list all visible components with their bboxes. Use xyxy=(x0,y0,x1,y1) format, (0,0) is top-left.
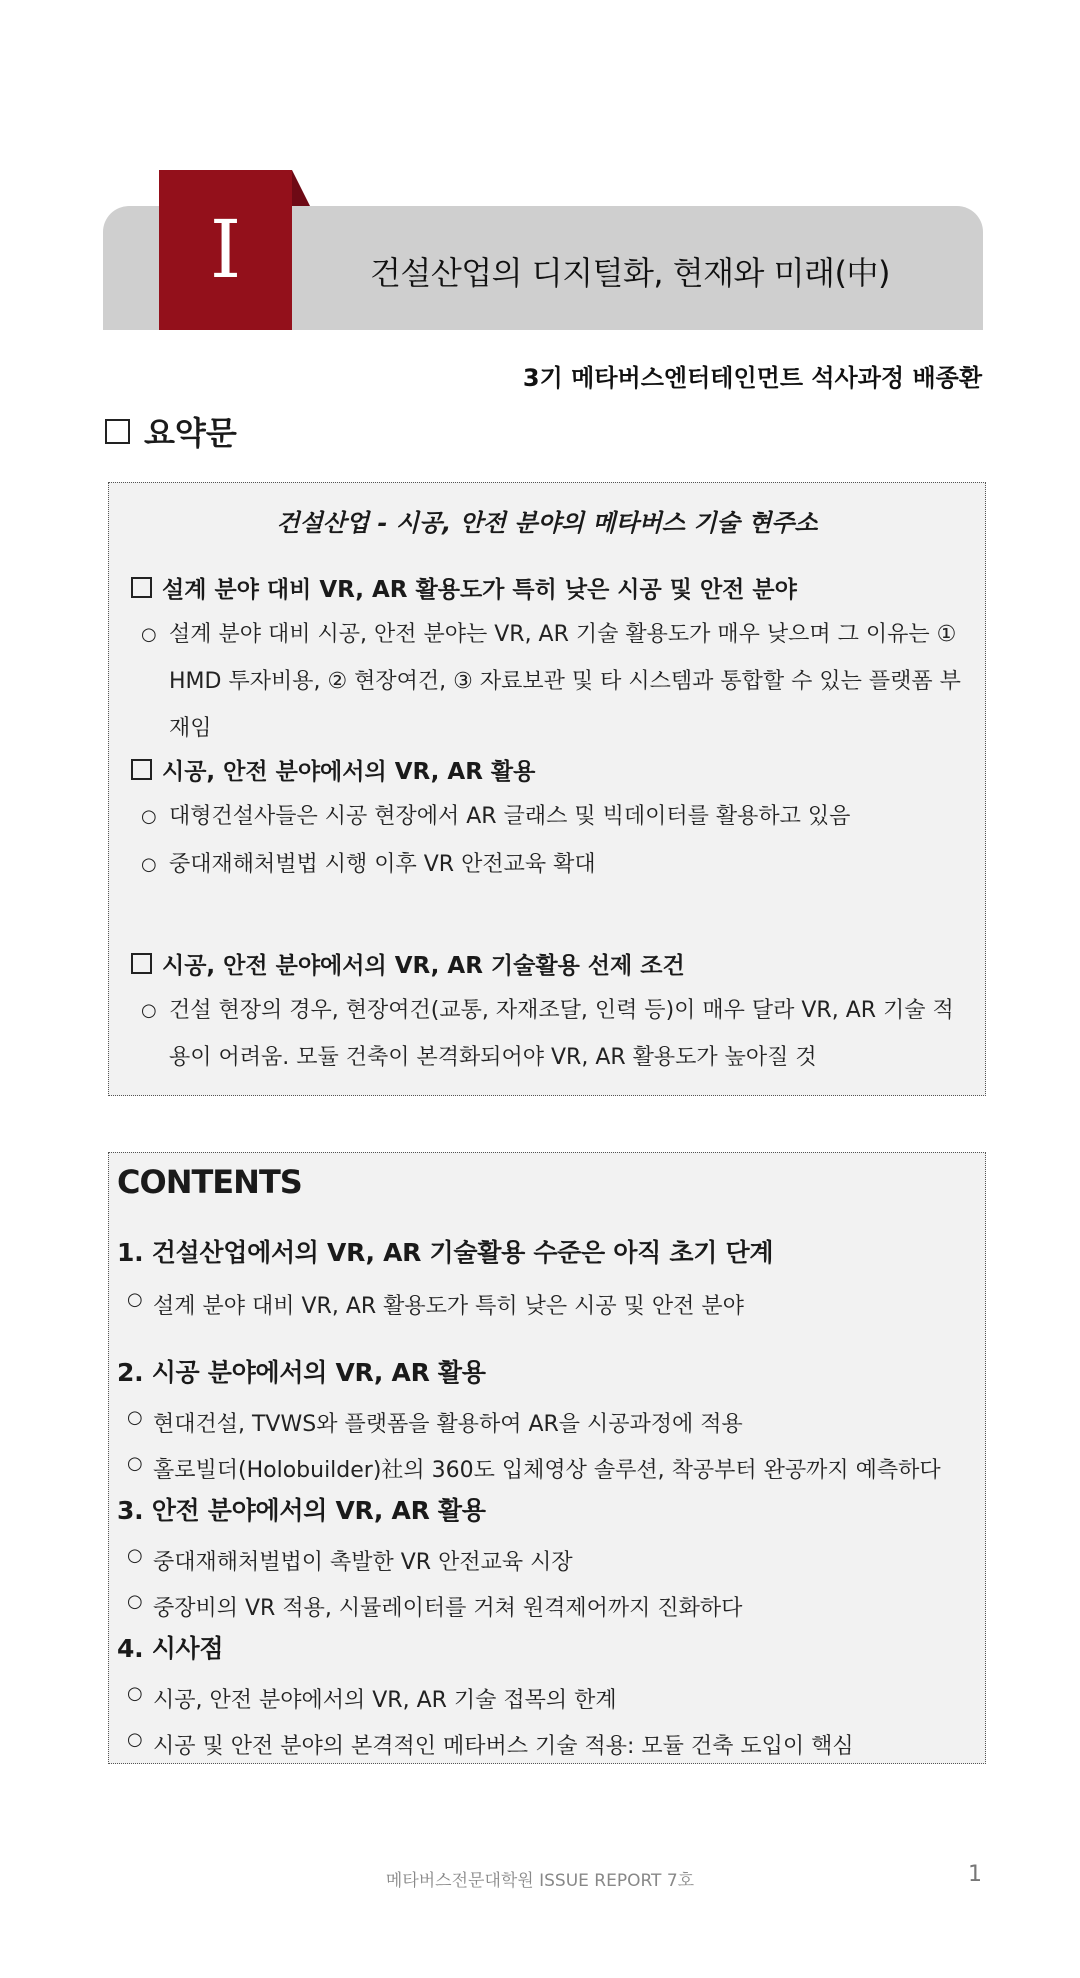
summary-section-heading: 설계 분야 대비 VR, AR 활용도가 특히 낮은 시공 및 안전 분야 xyxy=(131,571,797,604)
square-bullet-icon xyxy=(131,953,152,974)
contents-item: ○ 홀로빌더(Holobuilder)社의 360도 입체영상 솔루션, 착공부터 완공까지 예측하다 xyxy=(127,1453,941,1483)
circle-bullet-icon: ○ xyxy=(141,854,157,875)
contents-item: ○ 시공, 안전 분야에서의 VR, AR 기술 접목의 한계 xyxy=(127,1683,617,1713)
summary-panel-title: 건설산업 - 시공, 안전 분야의 메타버스 기술 현주소 xyxy=(276,509,818,537)
summary-section-heading: 시공, 안전 분야에서의 VR, AR 기술활용 선제 조건 xyxy=(131,947,685,980)
square-bullet-icon xyxy=(131,577,152,598)
circle-bullet-icon: ○ xyxy=(127,1545,143,1566)
summary-bullet: ○ 대형건설사들은 시공 현장에서 AR 글래스 및 빅데이터를 활용하고 있음 xyxy=(141,793,975,840)
summary-section-heading: 시공, 안전 분야에서의 VR, AR 활용 xyxy=(131,753,535,786)
author-line: 3기 메타버스엔터테인먼트 석사과정 배종환 xyxy=(522,364,982,392)
contents-section-heading: 2. 시공 분야에서의 VR, AR 활용 xyxy=(117,1358,486,1387)
square-bullet-icon xyxy=(105,419,130,444)
contents-section-heading: 3. 안전 분야에서의 VR, AR 활용 xyxy=(117,1496,486,1525)
contents-title: CONTENTS xyxy=(117,1163,302,1201)
chapter-numeral: I xyxy=(209,203,242,296)
circle-bullet-icon: ○ xyxy=(127,1683,143,1704)
circle-bullet-icon: ○ xyxy=(141,624,157,645)
summary-bullet: ○ 중대재해처벌법 시행 이후 VR 안전교육 확대 xyxy=(141,841,975,888)
summary-bullet: ○ 설계 분야 대비 시공, 안전 분야는 VR, AR 기술 활용도가 매우 낮으며 그 이유는 ① HMD 투자비용, ② 현장여건, ③ 자료보관 및 타 시스템과 통합할 수 있는 플랫폼 부재임 xyxy=(141,611,975,752)
contents-panel xyxy=(108,1152,986,1764)
summary-heading xyxy=(105,408,237,454)
circle-bullet-icon: ○ xyxy=(141,1000,157,1021)
circle-bullet-icon: ○ xyxy=(127,1729,143,1750)
contents-section-heading: 4. 시사점 xyxy=(117,1634,224,1663)
chapter-numeral-box xyxy=(159,170,292,330)
contents-section-heading: 1. 건설산업에서의 VR, AR 기술활용 수준은 아직 초기 단계 xyxy=(117,1238,774,1267)
contents-item: ○ 중장비의 VR 적용, 시뮬레이터를 거쳐 원격제어까지 진화하다 xyxy=(127,1591,743,1621)
chapter-fold-decoration xyxy=(292,170,310,206)
circle-bullet-icon: ○ xyxy=(127,1407,143,1428)
contents-item: ○ 설계 분야 대비 VR, AR 활용도가 특히 낮은 시공 및 안전 분야 xyxy=(127,1289,744,1319)
summary-panel xyxy=(108,482,986,1096)
chapter-title: 건설산업의 디지털화, 현재와 미래(中) xyxy=(370,254,890,292)
circle-bullet-icon: ○ xyxy=(141,806,157,827)
contents-item: ○ 시공 및 안전 분야의 본격적인 메타버스 기술 적용: 모듈 건축 도입이 핵심 xyxy=(127,1729,854,1759)
circle-bullet-icon: ○ xyxy=(127,1289,143,1310)
circle-bullet-icon: ○ xyxy=(127,1591,143,1612)
summary-bullet: ○ 건설 현장의 경우, 현장여건(교통, 자재조달, 인력 등)이 매우 달라 VR, AR 기술 적용이 어려움. 모듈 건축이 본격화되어야 VR, AR 활용도가 높아질 것 xyxy=(141,987,975,1081)
contents-item: ○ 현대건설, TVWS와 플랫폼을 활용하여 AR을 시공과정에 적용 xyxy=(127,1407,743,1437)
contents-item: ○ 중대재해처벌법이 촉발한 VR 안전교육 시장 xyxy=(127,1545,573,1575)
page-number: 1 xyxy=(968,1862,982,1887)
circle-bullet-icon: ○ xyxy=(127,1453,143,1474)
summary-heading-label: 요약문 xyxy=(144,414,237,452)
square-bullet-icon xyxy=(131,759,152,780)
footer-text: 메타버스전문대학원 ISSUE REPORT 7호 xyxy=(385,1871,695,1891)
